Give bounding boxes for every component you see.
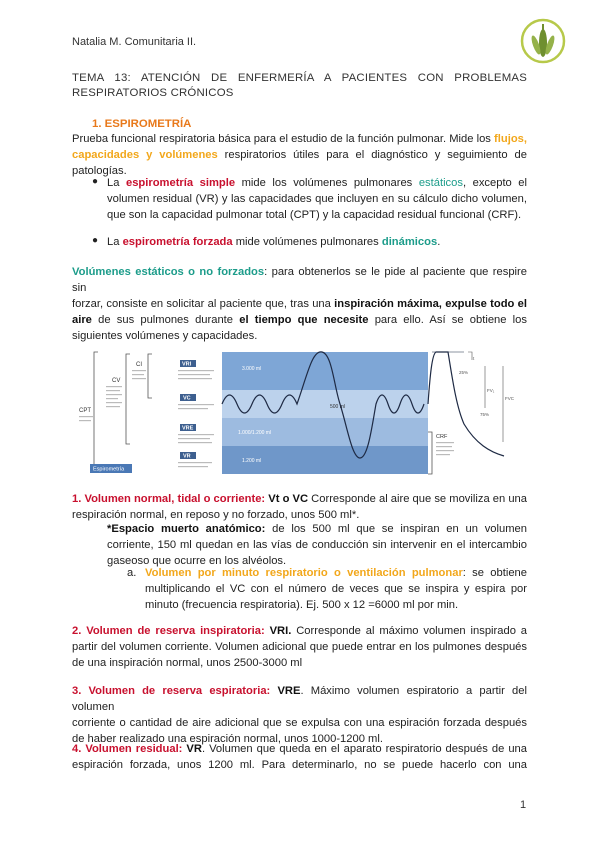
logo-icon bbox=[520, 18, 566, 64]
vre-label: VRE bbox=[182, 425, 194, 432]
svg-text:t: t bbox=[473, 356, 475, 361]
item-1a-minute-volume: Volumen por minuto respiratorio o ventilación pulmonar: se obtiene multiplicando el VC con el número de veces que se inspira y espira por minuto (frecuencia respiratoria). Ej. 500 x 12 =6000 ml por min. bbox=[145, 567, 527, 611]
vc-label: VC bbox=[183, 395, 191, 402]
static-volumes-paragraph: Volúmenes estáticos o no forzados: para obtenerlos se le pide al paciente que respire sin forzar, consiste en solicitar al paciente que, tras una inspiración máxima, expulse todo el aire de sus pulmones durante el tiempo que necesite para ello. Así se obtiene los siguientes volúmenes y capacidades. bbox=[72, 266, 527, 342]
page-number: 1 bbox=[520, 799, 527, 811]
vr-label: VR bbox=[183, 453, 191, 460]
svg-text:75%: 75% bbox=[480, 412, 490, 417]
svg-text:FVC: FVC bbox=[505, 396, 514, 401]
item-4: 4. Volumen residual: VR. Volumen que queda en el aparato respiratorio después de una espiración forzada, unos 1200 ml. Para determinarlo, no se puede hacerlo con una bbox=[72, 743, 527, 771]
item-1-dead-space: *Espacio muerto anatómico: de los 500 ml que se inspiran en un volumen corriente, 150 ml quedan en las vías de conducción sin intervenir en el intercambio gaseoso que ocurre en los alvéolos. bbox=[107, 523, 527, 567]
crf-label: CRF bbox=[436, 434, 448, 440]
section-heading: 1. ESPIROMETRÍA bbox=[92, 118, 192, 130]
spirometry-figure bbox=[72, 346, 527, 478]
svg-text:1.000/1.200 ml: 1.000/1.200 ml bbox=[238, 430, 272, 436]
svg-text:1.200 ml: 1.200 ml bbox=[242, 458, 262, 464]
svg-text:25%: 25% bbox=[459, 370, 469, 375]
header-author: Natalia M. Comunitaria II. bbox=[72, 36, 197, 48]
item-2: 2. Volumen de reserva inspiratoria: VRI. Corresponde al máximo volumen inspirado a partir del volumen corriente. Volumen adicional que puede entrar en los pulmones después de una inspiración normal, unos 2500-3000 ml bbox=[72, 625, 527, 669]
cpt-label: CPT bbox=[79, 408, 91, 414]
bullet-icon: ● bbox=[92, 235, 99, 246]
cv-label: CV bbox=[112, 378, 121, 384]
item-1-letter: a. bbox=[127, 567, 137, 579]
vri-label: VRI bbox=[182, 361, 192, 368]
bullet-icon: ● bbox=[92, 176, 99, 187]
svg-text:3.000 ml: 3.000 ml bbox=[242, 366, 262, 372]
svg-text:500 ml: 500 ml bbox=[330, 404, 346, 410]
bullet-forced: La espirometría forzada mide volúmenes pulmonares dinámicos. bbox=[107, 236, 441, 248]
document-title: TEMA 13: ATENCIÓN DE ENFERMERÍA A PACIENTES CON PROBLEMAS RESPIRATORIOS CRÓNICOS bbox=[72, 72, 527, 99]
ci-label: CI bbox=[136, 362, 142, 368]
bullet-simple: La espirometría simple mide los volúmenes pulmonares estáticos, excepto el volumen residual (VR) y las capacidades que incluyen en su cálculo dicho volumen, que son la capacidad pulmonar total (CPT) y la capacidad residual funcional (CRF). bbox=[107, 177, 528, 221]
item-1: 1. Volumen normal, tidal o corriente: Vt o VC Corresponde al aire que se moviliza en una respiración normal, en reposo y no forzado, unos 500 ml*. bbox=[72, 493, 528, 521]
svg-text:FV₁: FV₁ bbox=[487, 388, 495, 393]
vc-band bbox=[222, 390, 428, 418]
espirometria-badge-label: Espirometría bbox=[93, 466, 125, 473]
item-3: 3. Volumen de reserva espiratoria: VRE. Máximo volumen espiratorio a partir del volumen corriente o cantidad de aire adicional que se expulsa con una espiración forzada después de haber realizado una espiración normal, unos 1000-1200 ml. bbox=[72, 685, 527, 745]
intro-paragraph: Prueba funcional respiratoria básica para el estudio de la función pulmonar. Mide los flujos, capacidades y volúmenes respiratorios útiles para el diagnóstico y seguimiento de patologías. bbox=[72, 133, 527, 177]
